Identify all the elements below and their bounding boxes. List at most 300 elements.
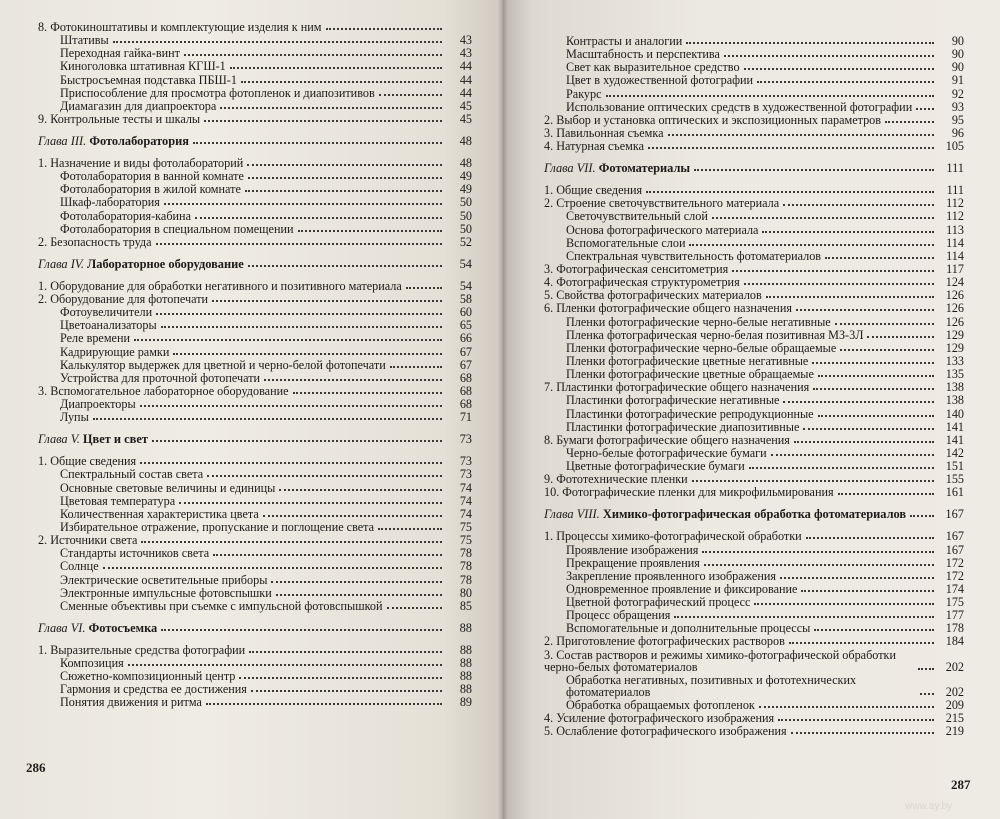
- leader-dots: [276, 594, 442, 596]
- leader-dots: [754, 603, 934, 605]
- toc-entry: [38, 587, 472, 599]
- entry-page-number: 50: [459, 221, 472, 236]
- leader-dots: [771, 454, 934, 456]
- entry-page-number: 54: [459, 256, 472, 271]
- leader-dots: [179, 502, 442, 504]
- entry-title: Количественная характеристика цвета: [60, 506, 259, 521]
- toc-entry: [544, 127, 964, 139]
- toc-entry: [544, 61, 964, 73]
- leader-dots: [378, 528, 442, 530]
- entry-title: 5. Ослабление фотографического изображения: [544, 724, 787, 739]
- entry-page-number: 133: [945, 353, 964, 368]
- chapter-label: [544, 508, 906, 520]
- entry-title: Шкаф-лаборатория: [60, 195, 160, 210]
- leader-dots: [885, 121, 934, 123]
- toc-entry: [38, 34, 472, 46]
- entry-page-number: 178: [945, 621, 964, 636]
- entry-page-number: 175: [945, 595, 964, 610]
- chapter-title: Фотосъемка: [88, 620, 158, 635]
- entry-title: Электронные импульсные фотовспышки: [60, 585, 272, 600]
- entry-page-number: 88: [459, 682, 472, 697]
- entry-page-number: 114: [946, 235, 964, 250]
- entry-title: Фотоувеличители: [60, 305, 153, 320]
- toc-entry: [544, 486, 964, 498]
- leader-dots: [248, 265, 442, 267]
- leader-dots: [141, 541, 442, 543]
- chapter-label: [38, 258, 244, 270]
- leader-dots: [161, 326, 442, 328]
- toc-entry: [544, 302, 964, 314]
- leader-dots: [783, 401, 934, 403]
- entry-page-number: 140: [945, 406, 964, 421]
- leader-dots: [387, 607, 442, 609]
- toc-entry: [544, 276, 964, 288]
- toc-entry: [38, 74, 472, 86]
- entry-title: Спектральная чувствительность фотоматериалов: [566, 248, 822, 263]
- chapter-number: Глава VI.: [38, 620, 86, 635]
- watermark: www.ay.by: [905, 801, 953, 812]
- entry-title: 2. Оборудование для фотопечати: [38, 291, 209, 306]
- leader-dots: [298, 230, 442, 232]
- toc-entry: [38, 560, 472, 572]
- leader-dots: [173, 353, 442, 355]
- leader-dots: [248, 177, 442, 179]
- chapter-label: [38, 135, 189, 147]
- toc-entry: [38, 306, 472, 318]
- entry-title: Композиция: [60, 655, 124, 670]
- toc-entry: [38, 157, 472, 169]
- entry-title: Масштабность и перспектива: [566, 47, 720, 62]
- entry-title: Цвет в художественной фотографии: [566, 73, 754, 88]
- toc-entry: [38, 346, 472, 358]
- chapter-title: Цвет и свет: [82, 432, 148, 447]
- toc-entry: [38, 196, 472, 208]
- toc-entry: [544, 557, 964, 569]
- entry-page-number: 105: [945, 139, 964, 154]
- chapter-number: Глава IV.: [38, 256, 84, 271]
- entry-page-number: 129: [945, 327, 964, 342]
- toc-entry: [38, 183, 472, 195]
- entry-title: Фотолаборатория в ванной комнате: [60, 169, 244, 184]
- leader-dots: [806, 537, 934, 539]
- entry-title: Вспомогательные слои: [566, 235, 686, 250]
- toc-entry: [544, 674, 964, 698]
- entry-page-number: 43: [459, 46, 472, 61]
- toc-entry: [38, 521, 472, 533]
- book-gutter: [498, 0, 508, 819]
- toc-entry: [38, 468, 472, 480]
- entry-title: 1. Общие сведения: [38, 454, 137, 469]
- leader-dots: [920, 693, 934, 695]
- entry-title: Приспособление для просмотра фотопленок и диапозитивов: [60, 85, 375, 100]
- entry-title: 3. Павильонная съемка: [544, 125, 664, 140]
- entry-title: Штативы: [60, 33, 109, 48]
- entry-page-number: 88: [459, 642, 472, 657]
- toc-entry: [38, 100, 472, 112]
- entry-page-number: 73: [459, 467, 472, 482]
- entry-page-number: 151: [945, 459, 964, 474]
- entry-page-number: 126: [945, 288, 964, 303]
- leader-dots: [803, 428, 934, 430]
- entry-title: Черно-белые фотографические бумаги: [566, 445, 767, 460]
- toc-entry: [38, 87, 472, 99]
- entry-page-number: 54: [459, 278, 472, 293]
- toc-entry: [544, 48, 964, 60]
- entry-title: Пластинки фотографические диапозитивные: [566, 419, 800, 434]
- toc-entry: [38, 319, 472, 331]
- leader-dots: [744, 68, 934, 70]
- toc-entry: [38, 359, 472, 371]
- entry-page-number: 52: [459, 234, 472, 249]
- leader-dots: [732, 270, 934, 272]
- toc-entry: [544, 596, 964, 608]
- toc-entry: [544, 237, 964, 249]
- leader-dots: [103, 567, 442, 569]
- entry-title: 9. Контрольные тесты и шкалы: [38, 111, 201, 126]
- toc-entry: [38, 293, 472, 305]
- toc-entry: [38, 411, 472, 423]
- entry-page-number: 129: [945, 340, 964, 355]
- leader-dots: [759, 706, 934, 708]
- entry-title: 3. Вспомогательное лабораторное оборудование: [38, 383, 289, 398]
- toc-entry: [544, 210, 964, 222]
- entry-page-number: 174: [945, 581, 964, 596]
- entry-page-number: 78: [459, 572, 472, 587]
- entry-page-number: 71: [459, 410, 472, 425]
- entry-page-number: 58: [459, 291, 472, 306]
- entry-title: Пленка фотографическая черно-белая позитивная МЗ-3Л: [566, 327, 864, 342]
- leader-dots: [818, 415, 934, 417]
- entry-page-number: 48: [459, 155, 472, 170]
- toc-entry: [38, 482, 472, 494]
- entry-title: 4. Натурная съемка: [544, 139, 644, 154]
- entry-title: 7. Пластинки фотографические общего назначения: [544, 380, 810, 395]
- toc-entry: [38, 280, 472, 292]
- chapter-number: Глава VIII.: [544, 507, 600, 522]
- entry-page-number: 67: [459, 344, 472, 359]
- entry-title: Цветовая температура: [60, 493, 176, 508]
- toc-entry: [544, 316, 964, 328]
- entry-page-number: 209: [945, 697, 964, 712]
- entry-title: 9. Фототехнические пленки: [544, 472, 688, 487]
- entry-page-number: 141: [945, 432, 964, 447]
- entry-page-number: 68: [459, 370, 472, 385]
- entry-title: 8. Бумаги фотографические общего назначения: [544, 432, 790, 447]
- entry-page-number: 112: [946, 196, 964, 211]
- entry-page-number: 88: [459, 669, 472, 684]
- leader-dots: [195, 217, 442, 219]
- entry-title: Контрасты и аналогии: [566, 34, 683, 48]
- entry-page-number: 68: [459, 383, 472, 398]
- leader-dots: [164, 203, 442, 205]
- entry-title: Светочувствительный слой: [566, 209, 708, 224]
- entry-title: Калькулятор выдержек для цветной и черно-белой фотопечати: [60, 357, 386, 372]
- chapter-number: Глава V.: [38, 432, 80, 447]
- chapter-title: Химико-фотографическая обработка фотоматериалов: [602, 507, 907, 522]
- entry-title: Основные световые величины и единицы: [60, 480, 276, 495]
- toc-entry: [544, 544, 964, 556]
- entry-title: Пластинки фотографические негативные: [566, 393, 780, 408]
- toc-entry: [544, 394, 964, 406]
- entry-title: Солнце: [60, 559, 99, 574]
- entry-page-number: 73: [459, 454, 472, 469]
- toc-entry: [38, 495, 472, 507]
- toc-entry: [544, 712, 964, 724]
- leader-dots: [916, 108, 934, 110]
- entry-page-number: 75: [459, 533, 472, 548]
- entry-title: Процесс обращения: [566, 608, 671, 623]
- toc-entry: [544, 101, 964, 113]
- entry-title: Киноголовка штативная КГШ-1: [60, 59, 226, 74]
- entry-page-number: 49: [459, 169, 472, 184]
- entry-title: Пленки фотографические черно-белые обращаемые: [566, 340, 837, 355]
- entry-page-number: 141: [945, 419, 964, 434]
- entry-title: 1. Общие сведения: [544, 183, 643, 198]
- entry-page-number: 113: [946, 222, 964, 237]
- leader-dots: [326, 28, 442, 30]
- leader-dots: [152, 440, 442, 442]
- page-number-right: 287: [951, 777, 971, 792]
- toc-entry: [544, 197, 964, 209]
- leader-dots: [749, 467, 934, 469]
- entry-title: 3. Фотографическая сенситометрия: [544, 261, 729, 276]
- toc-entry: [38, 332, 472, 344]
- entry-page-number: 117: [946, 261, 964, 276]
- toc-entry: [38, 644, 472, 656]
- leader-dots: [245, 190, 442, 192]
- chapter-heading: [544, 508, 964, 520]
- entry-page-number: 135: [945, 367, 964, 382]
- entry-title: Основа фотографического материала: [566, 222, 759, 237]
- entry-title: Понятия движения и ритма: [60, 695, 202, 710]
- entry-page-number: 45: [459, 111, 472, 126]
- toc-entry: [544, 263, 964, 275]
- entry-title: 5. Свойства фотографических материалов: [544, 288, 762, 303]
- leader-dots: [220, 107, 442, 109]
- leader-dots: [184, 54, 442, 56]
- entry-page-number: 74: [459, 493, 472, 508]
- entry-page-number: 73: [459, 432, 472, 447]
- leader-dots: [264, 379, 442, 381]
- entry-page-number: 44: [459, 72, 472, 87]
- entry-title: Использование оптических средств в художественной фотографии: [566, 99, 913, 114]
- toc-entry: [38, 60, 472, 72]
- toc-entry: [38, 534, 472, 546]
- chapter-title: Лабораторное оборудование: [87, 256, 244, 271]
- entry-page-number: 184: [945, 634, 964, 649]
- entry-title: Сменные объективы при съемке с импульсной фотовспышкой: [60, 598, 383, 613]
- entry-title: Избирательное отражение, пропускание и поглощение света: [60, 519, 375, 534]
- toc-entry: [544, 250, 964, 262]
- leader-dots: [379, 94, 442, 96]
- entry-page-number: 96: [951, 125, 964, 140]
- toc-entry: [544, 342, 964, 354]
- entry-title: Свет как выразительное средство: [566, 60, 740, 75]
- entry-page-number: 167: [945, 529, 964, 544]
- leader-dots: [206, 703, 442, 705]
- entry-page-number: 88: [459, 620, 472, 635]
- leader-dots: [293, 392, 442, 394]
- leader-dots: [918, 668, 934, 670]
- leader-dots: [140, 405, 442, 407]
- toc-entry: [544, 368, 964, 380]
- toc-entry: [544, 635, 964, 647]
- page-number-left: 286: [26, 760, 46, 775]
- leader-dots: [840, 349, 934, 351]
- leader-dots: [390, 366, 442, 368]
- chapter-label: [544, 162, 690, 174]
- leader-dots: [140, 462, 442, 464]
- leader-dots: [692, 480, 934, 482]
- chapter-label: [38, 622, 157, 634]
- entry-page-number: 95: [951, 112, 964, 127]
- entry-title: Прекращение проявления: [566, 555, 700, 570]
- entry-title: Пленки фотографические цветные обращаемые: [566, 367, 814, 382]
- leader-dots: [193, 142, 442, 144]
- toc-entry: [38, 657, 472, 669]
- entry-title: Диапроекторы: [60, 397, 136, 412]
- leader-dots: [279, 489, 442, 491]
- entry-page-number: 111: [946, 161, 964, 176]
- entry-title: 10. Фотографические пленки для микрофильмирования: [544, 485, 834, 500]
- entry-page-number: 45: [459, 98, 472, 113]
- entry-page-number: 48: [459, 133, 472, 148]
- leader-dots: [249, 651, 442, 653]
- leader-dots: [263, 515, 442, 517]
- entry-title: 2. Безопасность труда: [38, 234, 152, 249]
- leader-dots: [796, 309, 934, 311]
- entry-page-number: 219: [945, 724, 964, 739]
- entry-page-number: 89: [459, 695, 472, 710]
- entry-title: 1. Оборудование для обработки негативного и позитивного материала: [38, 278, 402, 293]
- leader-dots: [762, 231, 934, 233]
- entry-page-number: 142: [945, 445, 964, 460]
- entry-page-number: 126: [945, 301, 964, 316]
- entry-title: Закрепление проявленного изображения: [566, 568, 776, 583]
- toc-entry: [544, 725, 964, 737]
- entry-title: Быстросъемная подставка ПБШ-1: [60, 72, 237, 87]
- leader-dots: [156, 243, 442, 245]
- entry-title: Фотолаборатория в специальном помещении: [60, 221, 294, 236]
- entry-title: Стандарты источников света: [60, 546, 210, 561]
- entry-title: 3. Состав растворов и режимы химико-фотографической обработки черно-белых фотоматериалов: [544, 647, 896, 674]
- leader-dots: [744, 283, 934, 285]
- entry-page-number: 177: [945, 608, 964, 623]
- entry-page-number: 202: [945, 684, 964, 699]
- toc-entry: [38, 508, 472, 520]
- toc-entry: [544, 460, 964, 472]
- toc-entry: [544, 140, 964, 152]
- entry-page-number: 126: [945, 314, 964, 329]
- entry-page-number: 91: [951, 73, 964, 88]
- entry-title: 2. Выбор и установка оптических и экспозиционных параметров: [544, 112, 882, 127]
- entry-page-number: 90: [951, 47, 964, 62]
- toc-entry: [38, 170, 472, 182]
- toc-entry: [38, 547, 472, 559]
- entry-title: Устройства для проточной фотопечати: [60, 370, 261, 385]
- entry-title: Гармония и средства ее достижения: [60, 682, 247, 697]
- entry-page-number: 88: [459, 655, 472, 670]
- toc-entry: [544, 473, 964, 485]
- leader-dots: [812, 362, 934, 364]
- leader-dots: [668, 134, 935, 136]
- toc-entry: [544, 88, 964, 100]
- toc-entry: [38, 113, 472, 125]
- leader-dots: [113, 41, 442, 43]
- entry-page-number: 215: [945, 711, 964, 726]
- entry-page-number: 112: [946, 209, 964, 224]
- entry-title: Переходная гайка-винт: [60, 46, 180, 61]
- toc-entry: [38, 455, 472, 467]
- toc-entry: [544, 570, 964, 582]
- leader-dots: [838, 493, 934, 495]
- leader-dots: [204, 120, 442, 122]
- leader-dots: [766, 296, 934, 298]
- right-toc: [544, 35, 964, 738]
- toc-entry: [544, 114, 964, 126]
- entry-title: Пленки фотографические цветные негативные: [566, 353, 809, 368]
- chapter-heading: [38, 433, 472, 445]
- entry-page-number: 92: [951, 86, 964, 101]
- leader-dots: [689, 244, 934, 246]
- chapter-number: Глава VII.: [544, 161, 596, 176]
- leader-dots: [230, 67, 442, 69]
- toc-entry: [38, 683, 472, 695]
- leader-dots: [757, 81, 934, 83]
- toc-entry: [544, 649, 964, 673]
- chapter-heading: [38, 135, 472, 147]
- toc-entry: [38, 670, 472, 682]
- toc-entry: [544, 583, 964, 595]
- entry-page-number: 111: [946, 183, 964, 198]
- entry-title: Пластинки фотографические репродукционные: [566, 406, 814, 421]
- leader-dots: [780, 577, 934, 579]
- toc-entry: [38, 372, 472, 384]
- leader-dots: [825, 257, 934, 259]
- leader-dots: [794, 441, 934, 443]
- entry-page-number: 43: [459, 33, 472, 48]
- entry-title: Пленки фотографические черно-белые негативные: [566, 314, 831, 329]
- toc-entry: [544, 184, 964, 196]
- leader-dots: [778, 719, 934, 721]
- entry-page-number: 172: [945, 555, 964, 570]
- leader-dots: [712, 217, 934, 219]
- entry-title: 2. Источники света: [38, 533, 138, 548]
- leader-dots: [606, 95, 934, 97]
- toc-entry: [38, 47, 472, 59]
- entry-page-number: 65: [459, 318, 472, 333]
- toc-entry: [544, 434, 964, 446]
- entry-page-number: 75: [459, 519, 472, 534]
- leader-dots: [702, 551, 934, 553]
- leader-dots: [694, 169, 934, 171]
- leader-dots: [835, 323, 934, 325]
- entry-page-number: 78: [459, 546, 472, 561]
- entry-title: Обработка негативных, позитивных и фототехнических фотоматериалов: [566, 672, 857, 699]
- chapter-heading: [38, 258, 472, 270]
- entry-page-number: 155: [945, 472, 964, 487]
- leader-dots: [801, 590, 934, 592]
- entry-title: 1. Выразительные средства фотографии: [38, 642, 246, 657]
- entry-title: Электрические осветительные приборы: [60, 572, 268, 587]
- leader-dots: [239, 677, 442, 679]
- toc-entry: [544, 74, 964, 86]
- leader-dots: [161, 629, 442, 631]
- toc-entry: [544, 609, 964, 621]
- entry-page-number: 138: [945, 393, 964, 408]
- entry-title: 4. Фотографическая структурометрия: [544, 275, 740, 290]
- entry-title: Ракурс: [566, 86, 602, 101]
